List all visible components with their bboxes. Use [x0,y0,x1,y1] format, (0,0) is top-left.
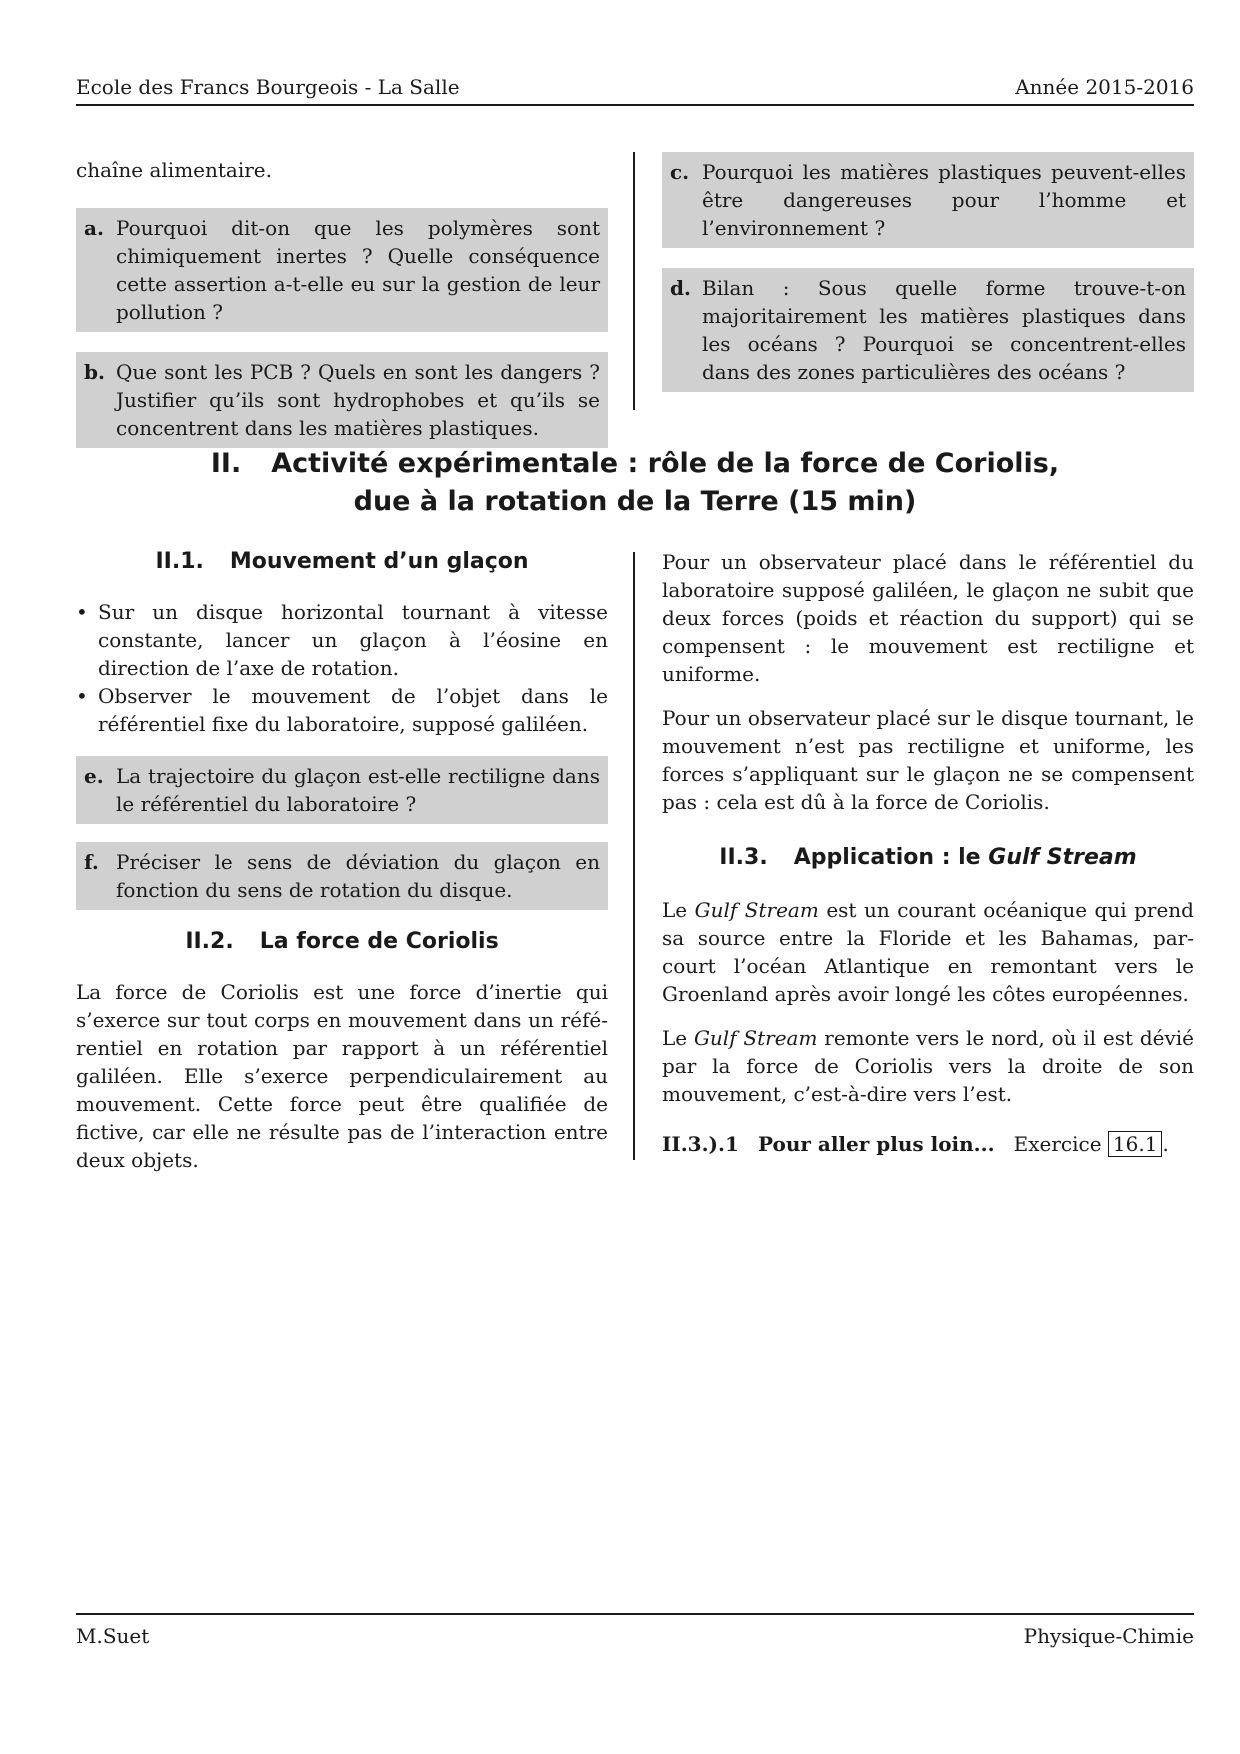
question-a [76,208,608,332]
footer-rule [76,1613,1194,1615]
question-label: c. [670,160,690,184]
question-text: Pourquoi dit-on que les polymères sont chimiquement inertes ? Quelle conséquence cette assertion a-t-elle eu sur la gestion de leur pollution ? [116,216,600,324]
subsection-number: II.2. [185,929,234,954]
subsection-title: Mouvement d’un glaçon [229,549,529,574]
section-title-line2: due à la rotation de la Terre (15 min) [353,486,917,517]
subsection-2-title [76,928,608,956]
intro-fragment: chaîne alimentaire. [76,158,272,182]
lower-left-column [76,548,608,1174]
question-e [76,756,608,824]
header-rule [76,104,1194,106]
question-f [76,842,608,910]
further-number: II.3.).1 [662,1132,739,1156]
subsection-1-title [76,548,608,576]
text-italic: Gulf Stream [694,898,819,922]
paragraph-lab-frame: Pour un observateur placé dans le référentiel du laboratoire supposé galiléen, le glaçon ne subit que deux forces (poids et réaction du support) qui se compensent : le mouvement est rectiligne et uniforme. [662,550,1194,686]
gulf-stream-paragraph-1 [662,896,1194,1008]
top-left-column [76,156,608,448]
top-right-column [662,152,1194,392]
list-item: • Sur un disque horizontal tournant à vitesse constante, lancer un glaçon à l’éosine en direction de l’axe de rotation. [76,598,608,682]
instructions-list [76,598,608,738]
text-lead: Le [662,1026,688,1050]
subsection-3-title [662,844,1194,872]
question-d [662,268,1194,392]
question-b [76,352,608,448]
subsection-number: II.3. [719,845,768,870]
page-footer [76,1624,1194,1648]
further-text: Exercice [1013,1132,1102,1156]
header-school: Ecole des Francs Bourgeois - La Salle [76,75,460,99]
exercise-reference[interactable]: 16.1 [1108,1131,1163,1157]
question-label: d. [670,276,691,300]
question-label: f. [84,850,99,874]
subsection-title: Application : le [793,845,981,870]
coriolis-definition: La force de Coriolis est une force d’inertie qui s’exerce sur tout corps en mouvement dans un réfé- rentiel en rotation par rapport à un référentiel galiléen. Elle s’exerce perpendiculairement au mouvement. Cette force peut être qualifiée de fictive, car elle ne résulte pas de l’interaction entre deux objets. [76,980,608,1172]
question-text: Pourquoi les matières plastiques peuvent-elles être dangereuses pour l’homme et l’environnement ? [702,160,1186,240]
section-number: II. [210,448,242,479]
question-text: Que sont les PCB ? Quels en sont les dangers ? Justifier qu’ils sont hydrophobes et qu’ils se concentrent dans les matières plastiques. [116,360,600,440]
footer-author: M.Suet [76,1624,150,1648]
paragraph-rotating-frame: Pour un observateur placé sur le disque tournant, le mouvement n’est pas rectiligne et uniforme, les forces s’appliquant sur le glaçon ne se compensent pas : cela est dû à la force de Coriolis. [662,706,1194,814]
text-rest: remonte vers le nord, où il est dévié par la force de Coriolis vers la droite de son mouvement, c’est-à-dire vers l’est. [662,1026,1195,1106]
further-reading: II.3.).1 Pour aller plus loin... Exercice 16.1 . [662,1132,1169,1156]
question-text: La trajectoire du glaçon est-elle rectiligne dans le référentiel du laboratoire ? [116,764,600,816]
text-italic: Gulf Stream [693,1026,818,1050]
gulf-stream-paragraph-2 [662,1024,1194,1108]
subsection-title: La force de Coriolis [259,929,499,954]
footer-subject: Physique-Chimie [1023,1624,1194,1648]
page-header [76,75,1194,99]
header-year: Année 2015-2016 [1015,75,1194,99]
question-text: Préciser le sens de déviation du glaçon en fonction du sens de rotation du disque. [116,850,600,902]
column-divider [633,152,635,410]
column-divider [633,552,635,1160]
further-title: Pour aller plus loin... [757,1132,995,1156]
question-c [662,152,1194,248]
text-lead: Le [662,898,688,922]
question-label: b. [84,360,105,384]
section-title [76,445,1194,521]
question-label: e. [84,764,104,788]
text-rest: est un courant océanique qui prend sa source entre la Floride et les Bahamas, par- court l’océan Atlantique en remontant vers le Groenland après avoir longé les côtes européennes. [662,898,1194,1006]
subsection-number: II.1. [155,549,204,574]
section-title-line1: Activité expérimentale : rôle de la force de Coriolis, [271,448,1060,479]
subsection-title-italic: Gulf Stream [988,845,1137,870]
lower-right-column [662,548,1194,1158]
question-label: a. [84,216,104,240]
list-item: • Observer le mouvement de l’objet dans le référentiel fixe du laboratoire, supposé galiléen. [76,682,608,738]
question-text: Bilan : Sous quelle forme trouve-t-on majoritairement les matières plastiques dans les océans ? Pourquoi se concentrent-elles dans des zones particulières des océans ? [702,276,1186,384]
